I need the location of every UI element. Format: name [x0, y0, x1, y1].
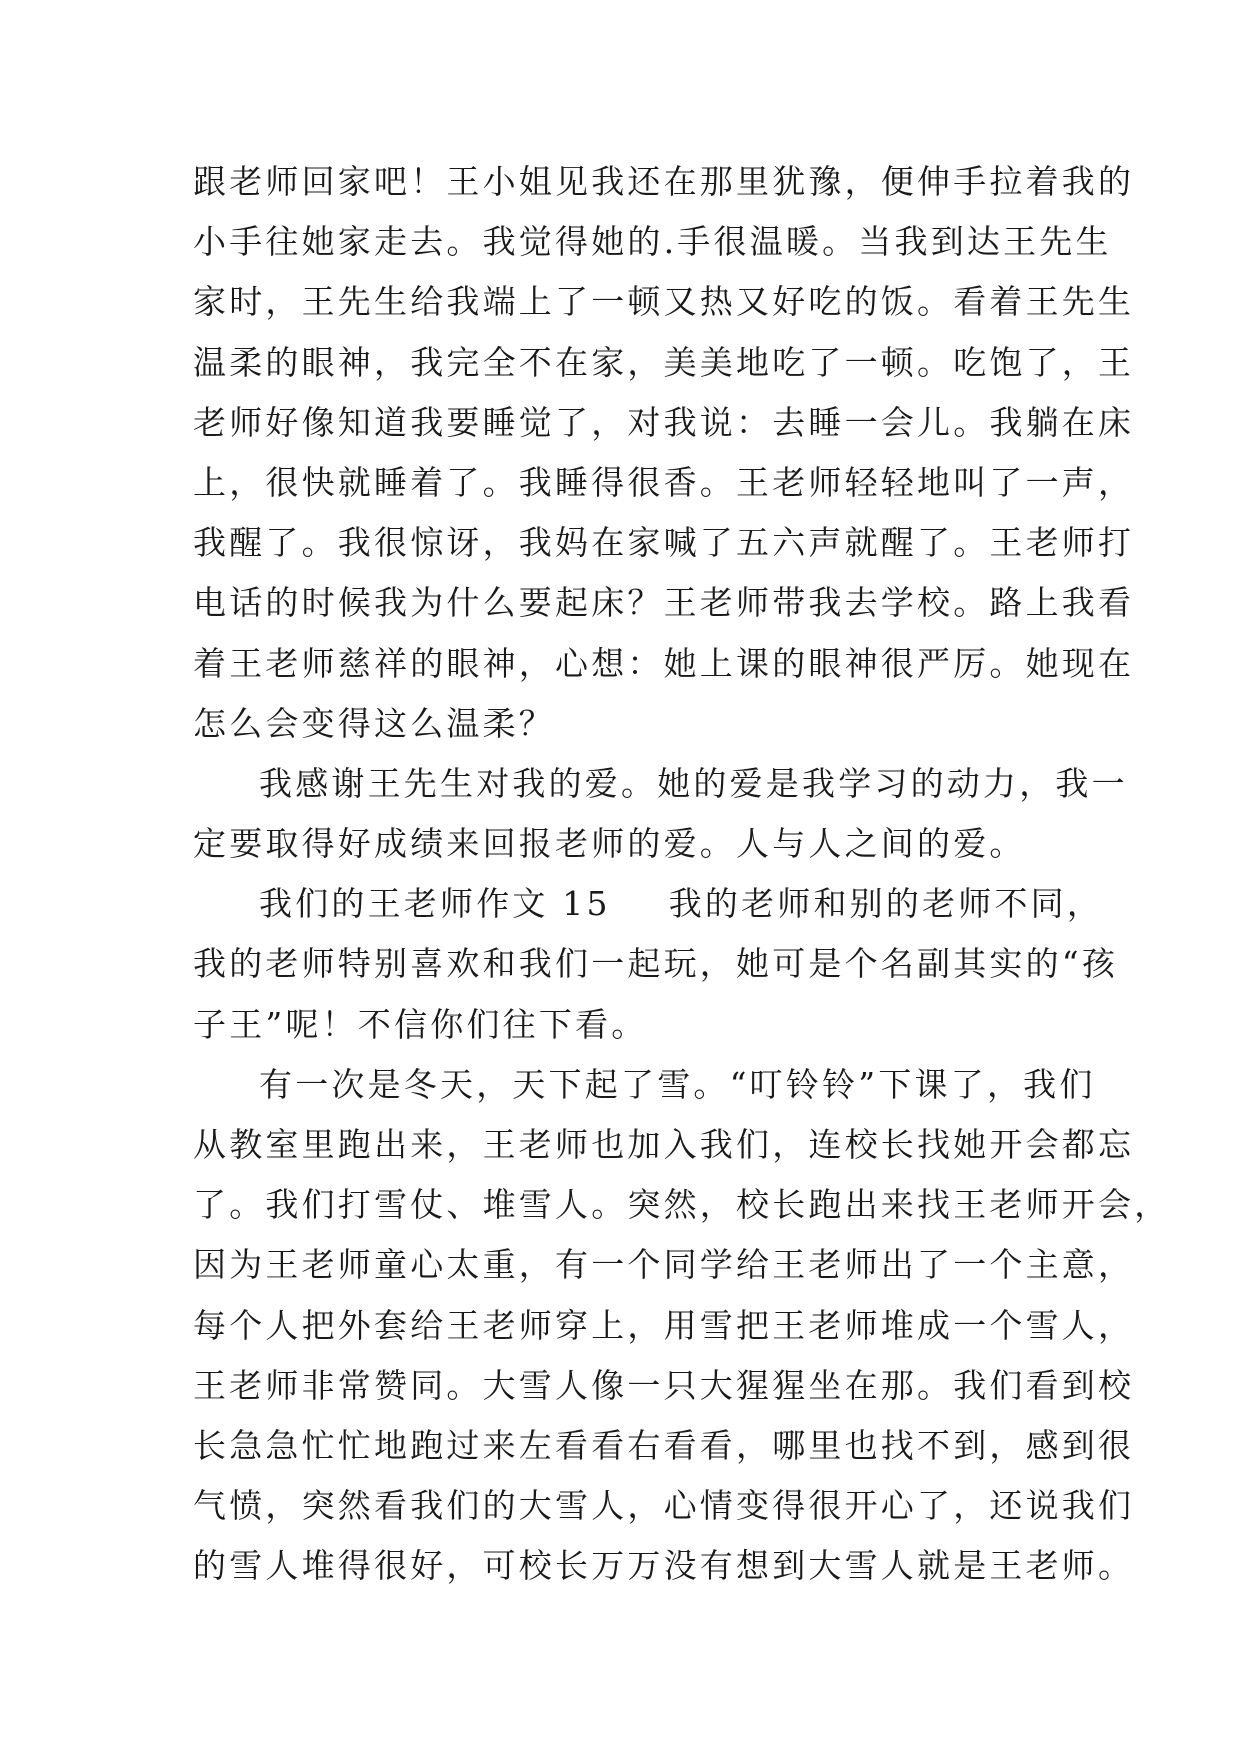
- heading-rest-text: 我的老师和别的老师不同，: [668, 884, 1104, 924]
- text-line: 温柔的眼神，我完全不在家，美美地吃了一顿。吃饱了，王: [193, 342, 1135, 382]
- text-line: 气愤，突然看我们的大雪人，心情变得很开心了，还说我们: [193, 1486, 1135, 1526]
- text-line: 了。我们打雪仗、堆雪人。突然，校长跑出来找王老师开会，: [193, 1185, 1171, 1225]
- text-line: 因为王老师童心太重，有一个同学给王老师出了一个主意，: [193, 1245, 1135, 1285]
- paragraph-1: [193, 152, 1135, 754]
- article-heading: 我们的王老师作文 15: [259, 884, 611, 924]
- text-line: 我的老师特别喜欢和我们一起玩，她可是个名副其实的“孩: [193, 944, 1119, 984]
- text-line: 子王”呢！不信你们往下看。: [193, 1004, 648, 1044]
- paragraph-2: [193, 754, 1128, 874]
- text-line: 我醒了。我很惊讶，我妈在家喊了五六声就醒了。王老师打: [193, 523, 1135, 563]
- text-line: 我感谢王先生对我的爱。她的爱是我学习的动力，我一: [259, 763, 1128, 803]
- text-line: 着王老师慈祥的眼神，心想：她上课的眼神很严厉。她现在: [193, 643, 1135, 683]
- text-line: 的雪人堆得很好，可校长万万没有想到大雪人就是王老师。: [193, 1546, 1135, 1586]
- text-line: 长急急忙忙地跑过来左看看右看看，哪里也找不到，感到很: [193, 1425, 1135, 1465]
- text-line: 家时，王先生给我端上了一顿又热又好吃的饭。看着王先生: [193, 282, 1135, 322]
- text-line: 电话的时候我为什么要起床？王老师带我去学校。路上我看: [193, 583, 1135, 623]
- text-line: 上，很快就睡着了。我睡得很香。王老师轻轻地叫了一声，: [193, 462, 1135, 502]
- paragraph-4: [193, 1055, 1171, 1597]
- text-line: 每个人把外套给王老师穿上，用雪把王老师堆成一个雪人，: [193, 1305, 1135, 1345]
- text-line: 小手往她家走去。我觉得她的.手很温暖。当我到达王先生: [193, 222, 1112, 262]
- text-line: 跟老师回家吧！王小姐见我还在那里犹豫，便伸手拉着我的: [193, 162, 1135, 201]
- heading-line: [193, 874, 1104, 934]
- text-line: 定要取得好成绩来回报老师的爱。人与人之间的爱。: [193, 824, 1026, 864]
- text-line: 有一次是冬天，天下起了雪。“叮铃铃”下课了，我们: [259, 1064, 1096, 1104]
- text-line: 怎么会变得这么温柔？: [193, 703, 555, 743]
- text-line: 从教室里跑出来，王老师也加入我们，连校长找她开会都忘: [193, 1125, 1135, 1164]
- paragraph-3: [193, 874, 1119, 1055]
- text-line: 王老师非常赞同。大雪人像一只大猩猩坐在那。我们看到校: [193, 1365, 1135, 1405]
- text-line: 老师好像知道我要睡觉了，对我说：去睡一会儿。我躺在床: [193, 402, 1135, 442]
- article-body: [193, 152, 1171, 1597]
